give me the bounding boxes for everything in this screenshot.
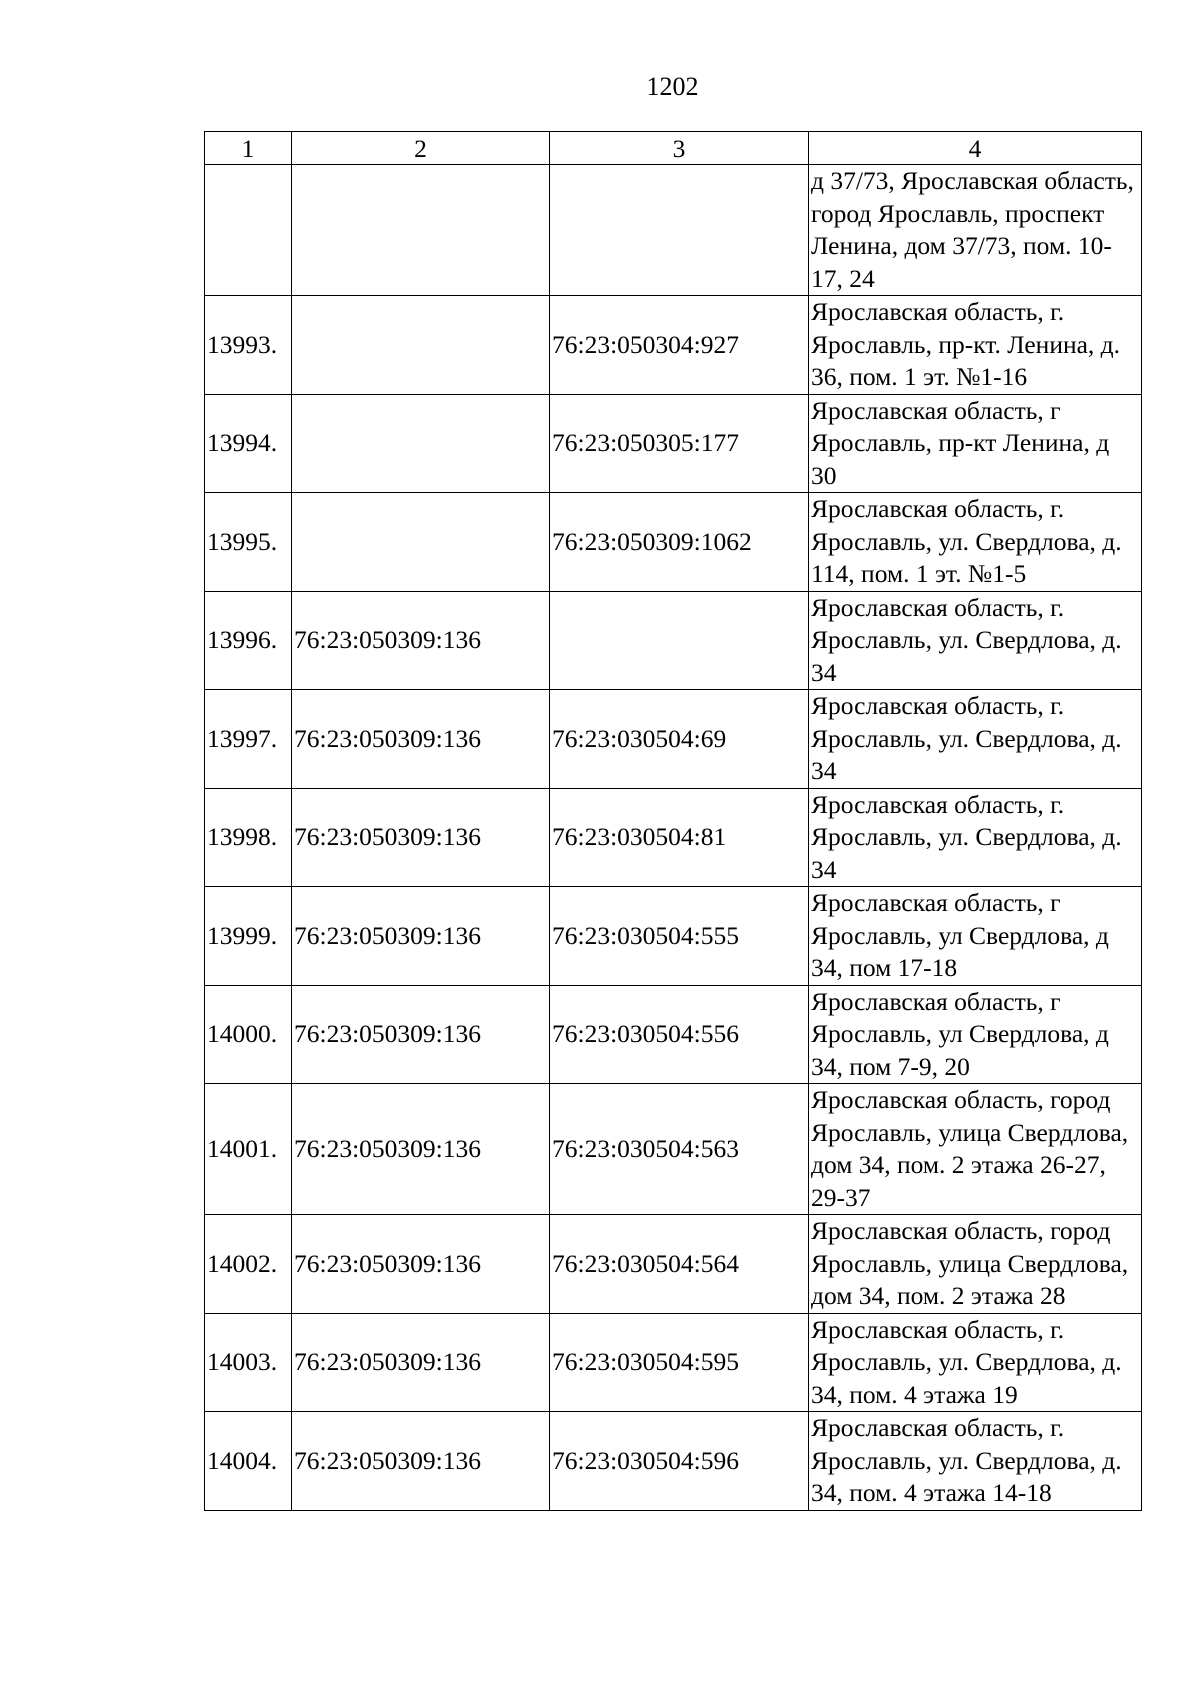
row-number xyxy=(205,165,292,296)
cadastral-number: 76:23:030504:564 xyxy=(550,1215,809,1314)
table-row xyxy=(205,165,1142,296)
row-number: 13998. xyxy=(205,788,292,887)
address: Ярославская область, г Ярославль, ул Свердлова, д 34, пом 17-18 xyxy=(809,887,1142,986)
row-number: 14003. xyxy=(205,1313,292,1412)
cadastral-number: 76:23:030504:595 xyxy=(550,1313,809,1412)
row-number: 13999. xyxy=(205,887,292,986)
table-header xyxy=(205,132,1142,165)
row-number: 13996. xyxy=(205,591,292,690)
row-number: 14001. xyxy=(205,1084,292,1215)
table-row xyxy=(205,985,1142,1084)
cadastral-number: 76:23:030504:81 xyxy=(550,788,809,887)
cadastral-number-parent: 76:23:050309:136 xyxy=(292,788,550,887)
page-number: 1202 xyxy=(646,72,699,101)
cadastral-number: 76:23:030504:69 xyxy=(550,690,809,789)
table-row xyxy=(205,493,1142,592)
header-col-1: 1 xyxy=(205,132,292,165)
table-row xyxy=(205,591,1142,690)
address: Ярославская область, город Ярославль, улица Свердлова, дом 34, пом. 2 этажа 28 xyxy=(809,1215,1142,1314)
table-body xyxy=(205,165,1142,1511)
cadastral-number-parent: 76:23:050309:136 xyxy=(292,1313,550,1412)
table-row xyxy=(205,1084,1142,1215)
cadastral-number-parent xyxy=(292,394,550,493)
row-number: 13997. xyxy=(205,690,292,789)
cadastral-number: 76:23:050305:177 xyxy=(550,394,809,493)
table-row xyxy=(205,1412,1142,1511)
address: Ярославская область, г. Ярославль, ул. Свердлова, д. 34 xyxy=(809,690,1142,789)
address: д 37/73, Ярославская область, город Ярославль, проспект Ленина, дом 37/73, пом. 10-17, 24 xyxy=(809,165,1142,296)
row-number: 14000. xyxy=(205,985,292,1084)
address: Ярославская область, г Ярославль, ул Свердлова, д 34, пом 7-9, 20 xyxy=(809,985,1142,1084)
address: Ярославская область, г. Ярославль, ул. Свердлова, д. 114, пом. 1 эт. №1-5 xyxy=(809,493,1142,592)
cadastral-number-parent xyxy=(292,493,550,592)
table-row xyxy=(205,690,1142,789)
row-number: 14002. xyxy=(205,1215,292,1314)
registry-table xyxy=(204,131,1142,1511)
cadastral-number-parent: 76:23:050309:136 xyxy=(292,1215,550,1314)
table-row xyxy=(205,788,1142,887)
address: Ярославская область, г. Ярославль, ул. Свердлова, д. 34 xyxy=(809,788,1142,887)
cadastral-number-parent xyxy=(292,296,550,395)
address: Ярославская область, город Ярославль, улица Свердлова, дом 34, пом. 2 этажа 26-27, 29-37 xyxy=(809,1084,1142,1215)
cadastral-number: 76:23:030504:563 xyxy=(550,1084,809,1215)
address: Ярославская область, г. Ярославль, ул. Свердлова, д. 34 xyxy=(809,591,1142,690)
cadastral-number-parent: 76:23:050309:136 xyxy=(292,1084,550,1215)
cadastral-number-parent: 76:23:050309:136 xyxy=(292,985,550,1084)
cadastral-number xyxy=(550,591,809,690)
row-number: 14004. xyxy=(205,1412,292,1511)
row-number: 13995. xyxy=(205,493,292,592)
address: Ярославская область, г. Ярославль, ул. Свердлова, д. 34, пом. 4 этажа 19 xyxy=(809,1313,1142,1412)
table-row xyxy=(205,1313,1142,1412)
cadastral-number: 76:23:030504:556 xyxy=(550,985,809,1084)
cadastral-number: 76:23:030504:596 xyxy=(550,1412,809,1511)
cadastral-number: 76:23:030504:555 xyxy=(550,887,809,986)
table-row xyxy=(205,1215,1142,1314)
cadastral-number-parent: 76:23:050309:136 xyxy=(292,887,550,986)
header-col-4: 4 xyxy=(809,132,1142,165)
header-row xyxy=(205,132,1142,165)
table-row xyxy=(205,296,1142,395)
cadastral-number-parent: 76:23:050309:136 xyxy=(292,1412,550,1511)
address: Ярославская область, г. Ярославль, пр-кт. Ленина, д. 36, пом. 1 эт. №1-16 xyxy=(809,296,1142,395)
cadastral-number: 76:23:050304:927 xyxy=(550,296,809,395)
cadastral-number-parent: 76:23:050309:136 xyxy=(292,591,550,690)
header-col-3: 3 xyxy=(550,132,809,165)
table-row xyxy=(205,394,1142,493)
address: Ярославская область, г Ярославль, пр-кт Ленина, д 30 xyxy=(809,394,1142,493)
cadastral-number: 76:23:050309:1062 xyxy=(550,493,809,592)
address: Ярославская область, г. Ярославль, ул. Свердлова, д. 34, пом. 4 этажа 14-18 xyxy=(809,1412,1142,1511)
cadastral-number-parent: 76:23:050309:136 xyxy=(292,690,550,789)
cadastral-number xyxy=(550,165,809,296)
table-row xyxy=(205,887,1142,986)
row-number: 13994. xyxy=(205,394,292,493)
header-col-2: 2 xyxy=(292,132,550,165)
row-number: 13993. xyxy=(205,296,292,395)
cadastral-number-parent xyxy=(292,165,550,296)
